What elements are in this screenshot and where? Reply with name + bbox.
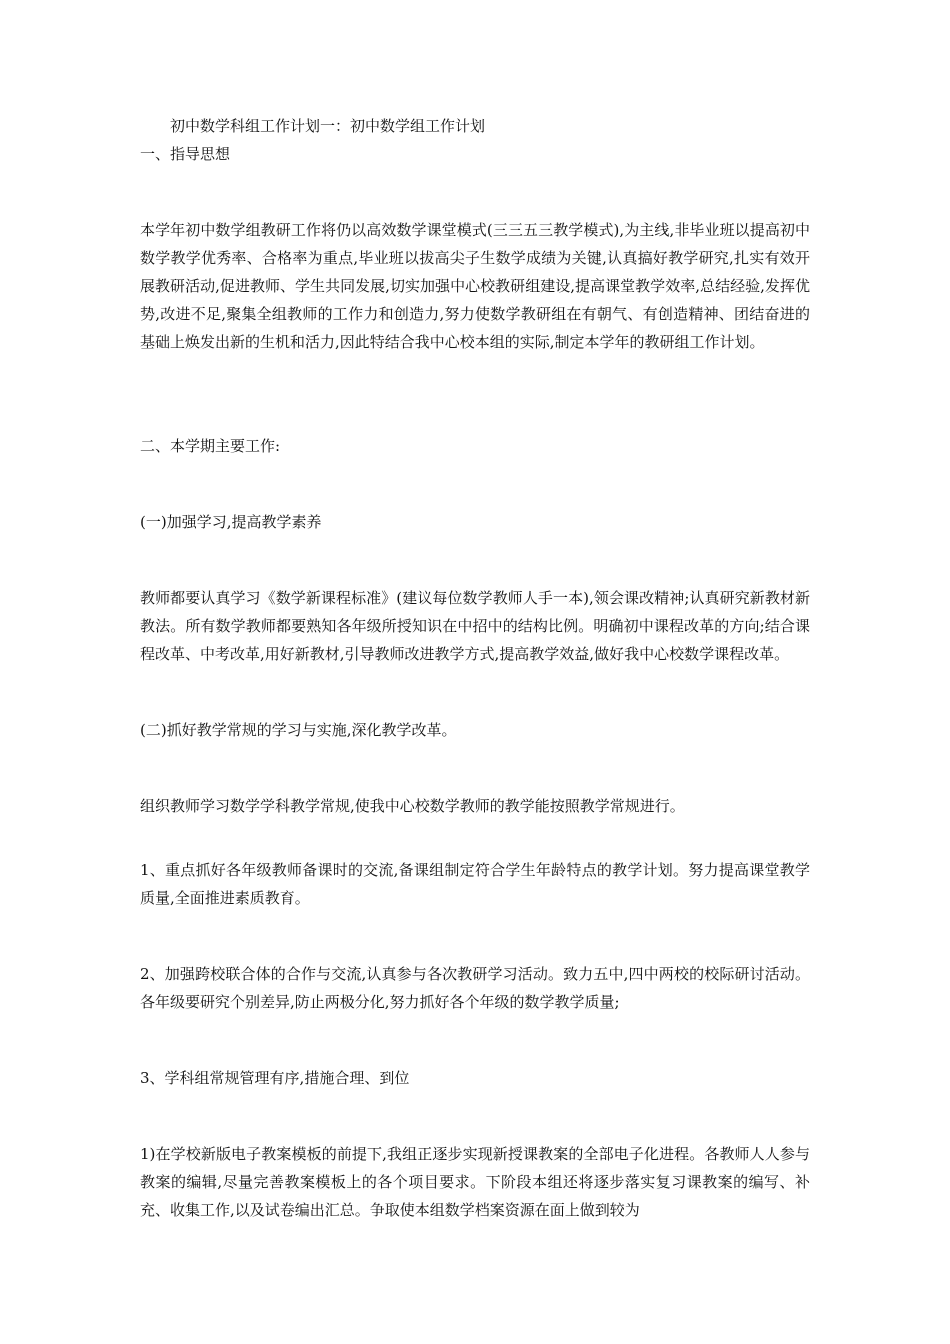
subsection-heading-1: (一)加强学习,提高教学素养	[140, 513, 322, 531]
section-heading-guiding-ideology: 一、指导思想	[140, 145, 231, 163]
section-heading-main-work: 二、本学期主要工作:	[140, 437, 281, 455]
paragraph-study: 教师都要认真学习《数学新课程标准》(建议每位数学教师人手一本),领会课改精神;认真研究新教材新教法。所有数学教师都要熟知各年级所授知识在中招中的结构比例。明确初中课程改革的方向;结合课程改革、中考改革,用好新教材,引导教师改进教学方式,提高教学效益,做好我中心校数学课程改革。	[140, 589, 810, 663]
paragraph-routine: 组织教师学习数学学科教学常规,使我中心校数学教师的教学能按照教学常规进行。	[140, 797, 685, 815]
list-item-3-1: 1)在学校新版电子教案模板的前提下,我组正逐步实现新授课教案的全部电子化进程。各教师人人参与教案的编辑,尽量完善教案模板上的各个项目要求。下阶段本组还将逐步落实复习课教案的编写、补充、收集工作,以及试卷编出汇总。争取使本组数学档案资源在面上做到较为	[140, 1145, 810, 1219]
list-item-2: 2、加强跨校联合体的合作与交流,认真参与各次教研学习活动。致力五中,四中两校的校际研讨活动。各年级要研究个别差异,防止两极分化,努力抓好各个年级的数学教学质量;	[140, 965, 810, 1011]
list-item-1: 1、重点抓好各年级教师备课时的交流,备课组制定符合学生年龄特点的教学计划。努力提高课堂教学质量,全面推进素质教育。	[140, 861, 810, 907]
document-body	[140, 112, 810, 1224]
paragraph-guiding-ideology: 本学年初中数学组教研工作将仍以高效数学课堂模式(三三五三教学模式),为主线,非毕业班以提高初中数学教学优秀率、合格率为重点,毕业班以拔高尖子生数学成绩为关键,认真搞好教学研究,扎实有效开展教研活动,促进教师、学生共同发展,切实加强中心校教研组建设,提高课堂教学效率,总结经验,发挥优势,改进不足,聚集全组教师的工作力和创造力,努力使数学教研组在有朝气、有创造精神、团结奋进的基础上焕发出新的生机和活力,因此特结合我中心校本组的实际,制定本学年的教研组工作计划。	[140, 221, 810, 351]
list-item-3: 3、学科组常规管理有序,措施合理、到位	[140, 1069, 410, 1087]
document-title: 初中数学科组工作计划一：初中数学组工作计划	[170, 117, 486, 135]
subsection-heading-2: (二)抓好教学常规的学习与实施,深化教学改革。	[140, 721, 457, 739]
